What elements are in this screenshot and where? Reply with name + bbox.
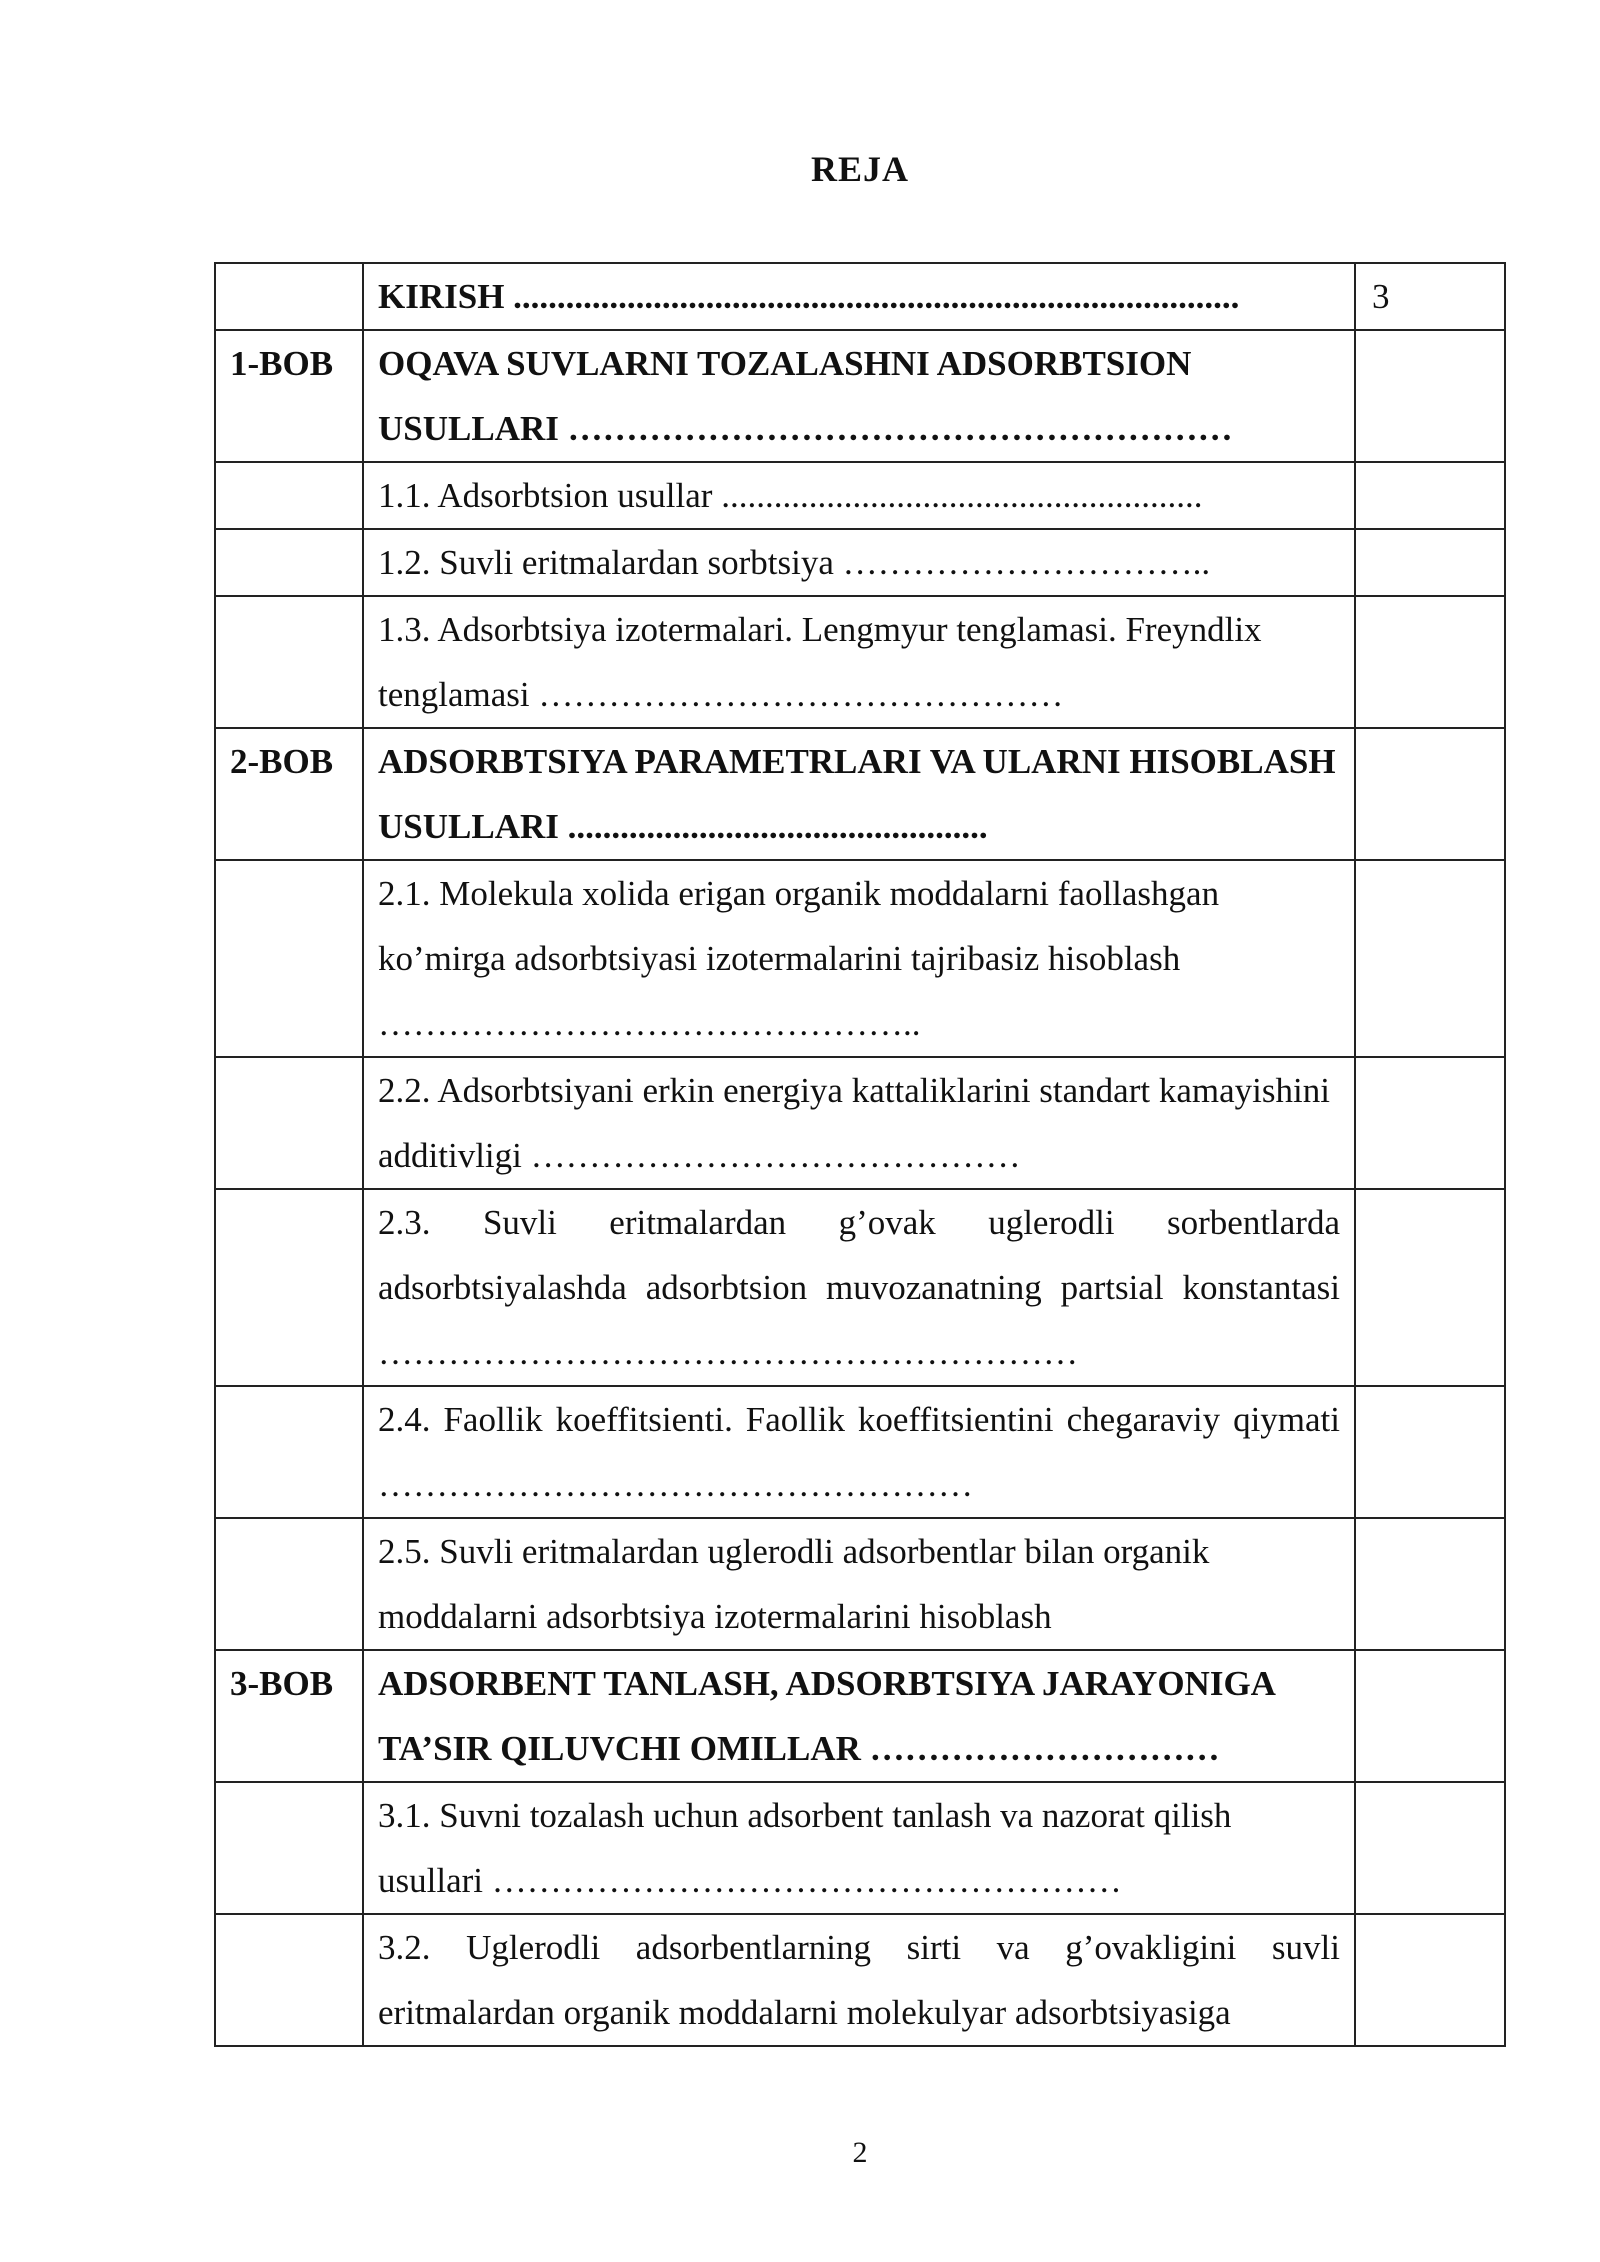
page-title: REJA — [810, 149, 909, 189]
toc-title-cell: 1.1. Adsorbtsion usullar ....................................................... — [363, 462, 1355, 529]
toc-title-cell: 2.4. Faollik koeffitsienti. Faollik koeffitsientini chegaraviy qiymati …………………………………………… — [363, 1386, 1355, 1518]
toc-title-cell: 1.3. Adsorbtsiya izotermalari. Lengmyur tenglamasi. Freyndlix tenglamasi ……………………………………… — [363, 596, 1355, 728]
toc-chapter-cell: 1-BOB — [215, 330, 363, 462]
toc-page-cell — [1355, 860, 1505, 1057]
toc-page-cell — [1355, 1518, 1505, 1650]
toc-chapter-cell — [215, 1189, 363, 1386]
table-row — [215, 1914, 1505, 2046]
toc-title-cell: ADSORBENT TANLASH, ADSORBTSIYA JARAYONIGA TA’SIR QILUVCHI OMILLAR ………………………… — [363, 1650, 1355, 1782]
toc-chapter-cell — [215, 1386, 363, 1518]
toc-title-cell: 2.1. Molekula xolida erigan organik moddalarni faollashgan ko’mirga adsorbtsiyasi izotermalarini tajribasiz hisoblash ……………………………………….. — [363, 860, 1355, 1057]
toc-page-cell — [1355, 1914, 1505, 2046]
toc-page-cell — [1355, 1057, 1505, 1189]
toc-chapter-cell — [215, 462, 363, 529]
toc-chapter-cell — [215, 1914, 363, 2046]
table-row — [215, 330, 1505, 462]
table-row — [215, 1518, 1505, 1650]
page-number: 2 — [852, 2136, 868, 2169]
toc-title-cell: 2.3. Suvli eritmalardan g’ovak uglerodli sorbentlarda adsorbtsiyalashda adsorbtsion muvozanatning partsial konstantasi …………………………………………………… — [363, 1189, 1355, 1386]
toc-chapter-cell: 3-BOB — [215, 1650, 363, 1782]
toc-page-cell — [1355, 330, 1505, 462]
toc-page-cell — [1355, 1386, 1505, 1518]
toc-title-cell: 1.2. Suvli eritmalardan sorbtsiya ………………………….. — [363, 529, 1355, 596]
toc-title-cell: OQAVA SUVLARNI TOZALASHNI ADSORBTSION USULLARI ………………………………………………… — [363, 330, 1355, 462]
table-row — [215, 596, 1505, 728]
toc-chapter-cell: 2-BOB — [215, 728, 363, 860]
toc-page-cell: 3 — [1355, 263, 1505, 330]
toc-page-cell — [1355, 1782, 1505, 1914]
toc-title-cell: 3.1. Suvni tozalash uchun adsorbent tanlash va nazorat qilish usullari ……………………………………………… — [363, 1782, 1355, 1914]
toc-chapter-cell — [215, 263, 363, 330]
table-row — [215, 860, 1505, 1057]
table-row — [215, 1189, 1505, 1386]
toc-chapter-cell — [215, 860, 363, 1057]
table-row — [215, 263, 1505, 330]
toc-chapter-cell — [215, 529, 363, 596]
toc-chapter-cell — [215, 596, 363, 728]
table-row — [215, 1782, 1505, 1914]
toc-page-cell — [1355, 462, 1505, 529]
table-row — [215, 529, 1505, 596]
toc-title-cell: ADSORBTSIYA PARAMETRLARI VA ULARNI HISOBLASH USULLARI ................................................ — [363, 728, 1355, 860]
table-row — [215, 1057, 1505, 1189]
toc-page-cell — [1355, 596, 1505, 728]
table-row — [215, 1650, 1505, 1782]
toc-title-cell: KIRISH ................................................................................... — [363, 263, 1355, 330]
toc-title-cell: 2.2. Adsorbtsiyani erkin energiya kattaliklarini standart kamayishini additivligi …………………………………… — [363, 1057, 1355, 1189]
toc-page-cell — [1355, 529, 1505, 596]
toc-chapter-cell — [215, 1518, 363, 1650]
toc-chapter-cell — [215, 1782, 363, 1914]
table-row — [215, 728, 1505, 860]
toc-body — [215, 263, 1505, 2046]
toc-page-cell — [1355, 728, 1505, 860]
toc-title-cell: 2.5. Suvli eritmalardan uglerodli adsorbentlar bilan organik moddalarni adsorbtsiya izotermalarini hisoblash — [363, 1518, 1355, 1650]
toc-title-cell: 3.2. Uglerodli adsorbentlarning sirti va g’ovakligini suvli eritmalardan organik moddalarni molekulyar adsorbtsiyasiga — [363, 1914, 1355, 2046]
table-of-contents — [214, 262, 1506, 2047]
toc-page-cell — [1355, 1189, 1505, 1386]
table-row — [215, 1386, 1505, 1518]
toc-page-cell — [1355, 1650, 1505, 1782]
toc-chapter-cell — [215, 1057, 363, 1189]
table-row — [215, 462, 1505, 529]
